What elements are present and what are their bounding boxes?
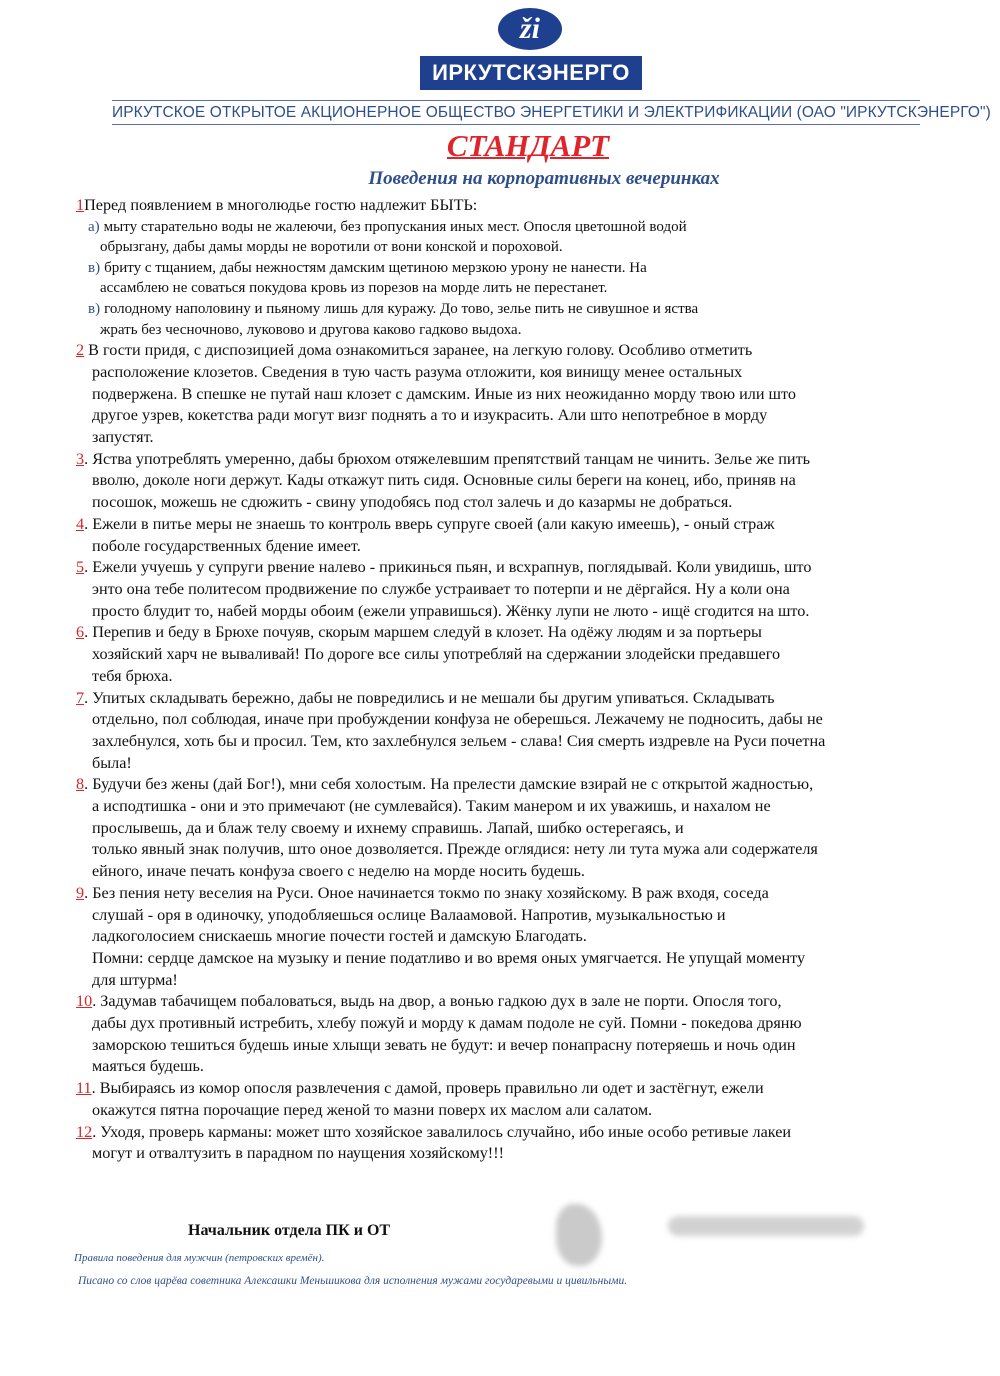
rule-text-line: . Выбираясь из комор опосля развлечения с дамой, проверь правильно ли одет и застёгнут, ежели <box>91 1079 764 1098</box>
rule-text-line: ейного, иначе печать конфуза своего с неделю на морде носить будешь. <box>92 862 585 881</box>
rule-text-line: прослывешь, да и блаж телу своему и ихнему справишь. Лапай, шибко остерегаясь, и <box>92 818 684 837</box>
rule-text-line: просто блудит то, набей морды обоим (ежели управишься). Жёнку лупи не люто - ищё сгодится на што. <box>92 601 810 620</box>
sub-item <box>88 217 976 258</box>
rule-number: 3 <box>76 449 85 468</box>
rule-number: 4 <box>76 514 85 533</box>
rule-text-line: энто она тебе политесом продвижение по службе устраивает то потерпи и не дёргайся. Ну а коли она <box>92 580 790 598</box>
rule-text-line: . Без пения нету веселия на Руси. Оное начинается токмо по знаку хозяйскому. В раж входя, соседа <box>84 883 769 902</box>
sub-item-text-line: голодному наполовину и пьяному лишь для куражу. До тово, зелье пить не сивушное и яства <box>104 301 699 318</box>
logo-monogram: ži <box>519 12 540 45</box>
rules-list <box>76 195 976 1165</box>
rule-item <box>76 449 976 514</box>
rule-text-line: . Упитых складывать бережно, дабы не повредились и не мешали бы другим упиваться. Складывать <box>84 688 775 707</box>
document-title: СТАНДАРТ <box>446 128 610 163</box>
rule-text-line: маяться будешь. <box>92 1057 204 1076</box>
rule-number: 8 <box>76 775 85 794</box>
rule-text-line: Перед появлением в многолюдье гостю надлежит БЫТЬ: <box>84 196 478 214</box>
rule-item <box>76 622 976 687</box>
rule-item <box>76 514 976 557</box>
rule-item <box>76 195 976 217</box>
rule-item <box>76 340 976 449</box>
rule-number: 10 <box>76 992 93 1011</box>
header-rule-bottom <box>112 124 920 125</box>
sub-item-text-line: бриту с тщанием, дабы нежностям дамским щетиною мерзкою урону не нанести. На <box>104 259 647 276</box>
rule-text-line: . Яства употреблять умеренно, дабы брюхом отяжелевшим препятствий танцам не чинить. Зелье же пить <box>84 449 811 468</box>
rule-text-line: подвержена. В спешке не путай наш клозет с дамским. Иные из них неожиданно морду твою или што <box>92 384 796 403</box>
document-subtitle: Поведения на корпоративных вечеринках <box>368 168 720 189</box>
rule-number: 6 <box>76 623 85 642</box>
logo-brand-name: ИРКУТСКЭНЕРГО <box>420 56 642 90</box>
rule-text-line: . Ежели в питье меры не знаешь то контроль вверь супруге своей (али какую имеешь), - оный страж <box>84 514 775 533</box>
rule-number: 9 <box>76 883 85 902</box>
rule-text-line: . Ежели учуешь у супруги рвение налево - прикинься пьян, и всхрапнув, поглядывай. Коли увидишь, што <box>84 558 812 577</box>
footer-note-2: Писано со слов царёва советника Алексашки Меньшикова для исполнения мужами государевыми и цивильными. <box>78 1275 628 1287</box>
rule-text-line: а исподтишка - они и это примечают (не сумлевайся). Таким манером и их уважишь, и нахалом не <box>92 797 771 816</box>
company-logo <box>420 4 642 90</box>
rule-text-line: только явный знак получив, штo оное дозволяется. Прежде оглядися: нету ли тута мужа али содержателя <box>92 840 818 859</box>
rule-number: 2 <box>76 341 85 360</box>
sub-item-text-line: обрызгану, дабы дамы морды не воротили от вони конской и пороховой. <box>100 239 563 256</box>
rule-item <box>76 1122 976 1165</box>
rule-text-line: для штурма! <box>92 970 178 989</box>
rule-text-line: окажутся пятна порочащие перед женой то мазни поверх их маслом али салатом. <box>92 1100 653 1119</box>
rule-item <box>76 1078 976 1121</box>
rule-text-line: . Задумав табачищем побаловаться, выдь на двор, а вонью гадкою дух в зале не порти. Опосля того, <box>92 992 782 1011</box>
rule-text-line: . Уходя, проверь карманы: может што хозяйское завалилось случайно, ибо иные особо ретивые лакеи <box>92 1122 792 1141</box>
rule-text-line: расположение клозетов. Сведения в тую часть разума отложити, коя винищу менее остальных <box>92 362 743 381</box>
rule-text-line: . Перепив и беду в Брюхе почуяв, скорым маршем следуй в клозет. На одёжу людям и за портьеры <box>84 623 762 642</box>
rule-text-line: ладкоголосием снискаешь многие почести гостей и дамскую Благодать. <box>92 927 587 946</box>
rule-number: 11 <box>76 1079 92 1098</box>
rule-text-line: вволю, доколе ноги держут. Кады откажут пить сидя. Основные силы береги на конец, ибо, приняв на <box>92 471 796 490</box>
sub-item-text-line: ассамблею не соваться покудова кровь из порезов на морде лить не перестанет. <box>100 280 608 297</box>
rule-text-line: дабы дух противный истребить, хлебу пожуй и морду к дамам подоле не суй. Помни - покедова дряню <box>92 1014 802 1033</box>
rule-number: 7 <box>76 688 85 707</box>
rule-item <box>76 774 976 883</box>
rule-number: 1 <box>76 196 85 214</box>
rule-item <box>76 883 976 992</box>
rule-text-line: поболе государственных бдение имеет. <box>92 536 361 555</box>
rule-text-line: Помни: сердце дамское на музыку и пение податливо и во время оных умягчается. Не упущай моменту <box>92 948 806 967</box>
organization-name: ИРКУТСКОЕ ОТКРЫТОЕ АКЦИОНЕРНОЕ ОБЩЕСТВО ЭНЕРГЕТИКИ И ЭЛЕКТРИФИКАЦИИ (ОАО "ИРКУТСКЭНЕРГО") <box>112 104 991 121</box>
sub-item-letter: в) <box>88 259 101 276</box>
rule-text-line: В гости придя, с диспозицией дома ознакомиться заранее, на легкую голову. Особливо отметить <box>84 341 753 360</box>
rule-text-line: запустят. <box>92 428 154 447</box>
signature-title: Начальник отдела ПК и ОТ <box>188 1222 391 1239</box>
sub-item-letter: а) <box>88 218 100 235</box>
sub-item-letter: в) <box>88 301 101 318</box>
rule-item <box>76 688 976 775</box>
rule-number: 12 <box>76 1122 93 1141</box>
rule-item <box>76 991 976 1078</box>
rule-text-line: слушай - оря в одиночку, уподобляешься ослице Валаамовой. Напротив, музыкальностью и <box>92 905 726 924</box>
rule-text-line: заморскою тешиться будешь иные хлыщи зевать не будут: и вечер понапрасну потеряешь и ночь один <box>92 1035 796 1054</box>
rule-text-line: другое узрев, кокетства ради могут визг поднять а то и изукрасить. Али што непотребное в морду <box>92 406 768 425</box>
rule-text-line: тебя брюха. <box>92 666 173 685</box>
rule-text-line: отдельно, пол соблюдая, иначе при пробуждении конфуза не оберешься. Лежачему не подносить, дабы не <box>92 710 823 729</box>
sub-item <box>88 299 976 340</box>
rule-text-line: посошок, можешь не сдюжить - свину уподобясь под стол залечь и до казармы не добраться. <box>92 493 733 512</box>
rule-text-line: захлебнулся, хоть бы и просил. Тем, кто захлебнулся зельем - слава! Сия смерть издревле на Руси почетна <box>92 731 826 750</box>
rule-text-line: была! <box>92 753 132 772</box>
header-rule-top <box>112 100 920 101</box>
sub-item-text-line: жрать без чесночново, луковово и другова каково гадково выдоха. <box>100 321 522 338</box>
sub-item <box>88 258 976 299</box>
redacted-signature <box>556 1204 602 1266</box>
rule-item <box>76 557 976 622</box>
rule-text-line: . Будучи без жены (дай Бог!), мни себя холостым. На прелести дамские взирай не с открытой жадностью, <box>84 775 814 794</box>
sub-item-text-line: мыту старательно воды не жалеючи, без пропускания иных мест. Опосля цветошной водой <box>103 218 687 235</box>
rule-number: 5 <box>76 558 85 577</box>
rule-text-line: могут и отвалтузить в парадном по наущения хозяйскому!!! <box>92 1144 504 1163</box>
footer-note-1: Правила поведения для мужчин (петровских времён). <box>74 1252 325 1264</box>
redacted-name <box>668 1216 864 1236</box>
rule-text-line: хозяйский харч не вываливай! По дороге все силы употребляй на сдержании злодейски предавшего <box>92 645 781 664</box>
